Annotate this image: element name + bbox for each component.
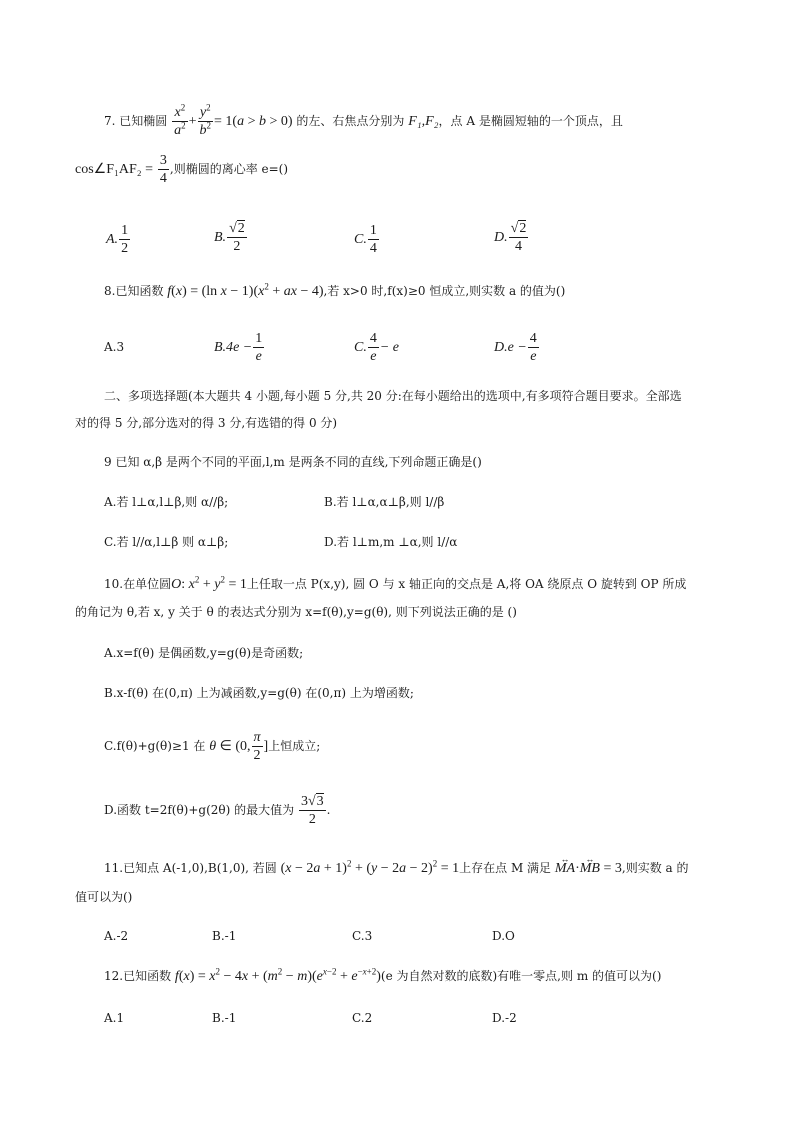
q8-stem (104, 283, 565, 300)
q9-option-d: D.若 l⊥m,m ⊥α,则 l//α (324, 535, 458, 549)
q10-tail: 上任取一点 P(x,y), 圆 O 与 x 轴正向的交点是 A,将 OA 绕原点 O 旋转到 OP 所成 (246, 577, 687, 591)
q10-c-post: 上恒成立; (268, 739, 321, 753)
q9-stem: 9 已知 α,β 是两个不同的平面,l,m 是两条不同的直线,下列命题正确是() (104, 455, 482, 469)
q10-option-c: C.f(θ)+g(θ)≥1 在 θ ∈ (0, $\frac{\pi}{2}$ ]上恒成立; (104, 730, 321, 763)
q10-line2: 的角记为 θ,若 x, y 关于 θ 的表达式分别为 x=f(θ),y=g(θ), 则下列说法正确的是 () (75, 605, 517, 619)
q7-line2 (75, 152, 288, 187)
q8-option-a: A.3 (104, 340, 125, 354)
q8-function: f(x) = (ln $x - 1)(x^2$ + ax − 4) (167, 281, 324, 299)
q12-function: $f(x) = x^2 - 4x + (m^2 - m)(e^{x-2} + e^{-x+2})$ (174, 966, 381, 984)
q7-line2-tail: ,则椭圆的离心率 e=() (169, 162, 289, 176)
q7-frac-x: $\frac{x^2}{a^2}$ (174, 102, 186, 138)
q11-stem: 11.已知点 A(-1,0),B(1,0), 若圆 $(x - 2a + 1)^2 + (y - 2a - 2)^2 = 1$上存在点 M 满足 ↔ MA·↔ MB = 3,则实数 a 的 (104, 860, 689, 877)
q12-option-c: C.2 (352, 1011, 373, 1025)
q7-option-b: B. $\frac{√2}{2}$ (214, 221, 245, 254)
q9-option-a: A.若 l⊥α,l⊥β,则 α//β; (104, 495, 229, 509)
q11-head: 11.已知点 A(-1,0),B(1,0), 若圆 (104, 861, 277, 875)
q12-stem (104, 968, 661, 985)
q10-c-pre: C.f(θ)+g(θ)≥1 在 (104, 739, 206, 753)
q7-cos-expr: cos∠F₁AF₂ = (75, 162, 154, 177)
q11-option-a: A.-2 (104, 929, 129, 943)
q7-foci: F₁,F₂ (408, 114, 439, 129)
q11-line2: 值可以为() (75, 890, 133, 904)
q10-circle: O: $x^2 + y^2 = 1$ (171, 574, 247, 592)
q10-option-d: D.函数 t=2f(θ)+g(2θ) 的最大值为 $\frac{3√3}{2}$ . (104, 794, 331, 827)
q7-mid: 的左、右焦点分别为 (296, 114, 405, 128)
q8-option-b: B.4e − $\frac{1}{e}$ (214, 331, 263, 364)
q8-tail: ,若 x>0 时,f(x)≥0 恒成立,则实数 a 的值为() (323, 284, 566, 298)
section2-line2: 对的得 5 分,部分选对的得 3 分,有选错的得 0 分) (75, 416, 338, 430)
q10-head: 10.在单位圆 (104, 577, 172, 591)
q7-stem: 7. 已知椭圆 $\frac{x^2}{a^2}$ + $\frac{y^2}{b^2}$ = 1(a > b > 0) 的左、右焦点分别为 F₁,F₂，点 A 是椭圆短轴的一个顶点，且 (104, 102, 623, 138)
q9-option-b: B.若 l⊥α,α⊥β,则 l//β (324, 495, 445, 509)
q9-option-c: C.若 l//α,l⊥β 则 α⊥β; (104, 535, 229, 549)
q11-mid: 上存在点 M 满足 (459, 861, 552, 875)
q7-option-d: D. $\frac{√2}{4}$ (494, 221, 527, 254)
q11-option-c: C.3 (352, 929, 373, 943)
q8-option-c: C. $\frac{4}{e}$ − e (354, 331, 400, 364)
q11-circle: $(x - 2a + 1)^2 + (y - 2a - 2)^2 = 1$ (280, 858, 460, 876)
q7-option-c: C. $\frac{1}{4}$ (354, 223, 377, 256)
q8-head: 8.已知函数 (104, 284, 164, 298)
q7-option-a: A. $\frac{1}{2}$ (106, 223, 129, 256)
q11-tail: ,则实数 a 的 (621, 861, 689, 875)
q10-option-a: A.x=f(θ) 是偶函数,y=g(θ)是奇函数; (104, 646, 304, 660)
q10-d-pre: D.函数 t=2f(θ)+g(2θ) 的最大值为 (104, 803, 295, 817)
q12-tail: (e 为自然对数的底数)有唯一零点,则 m 的值可以为() (380, 969, 662, 983)
q7-frac-3-4: $\frac{3}{4}$ (159, 153, 167, 186)
section2-line1: 二、多项选择题(本大题共 4 小题,每小题 5 分,共 20 分:在每小题给出的选项中,有多项符合题目要求。全部选 (104, 389, 682, 403)
q10-option-b: B.x-f(θ) 在(0,π) 上为减函数,y=g(θ) 在(0,π) 上为增函数; (104, 686, 414, 700)
q11-option-d: D.O (492, 929, 515, 943)
q12-option-b: B.-1 (212, 1011, 237, 1025)
q12-option-d: D.-2 (492, 1011, 517, 1025)
q7-tail: ，点 A 是椭圆短轴的一个顶点，且 (438, 114, 623, 128)
q8-option-d: D.e − $\frac{4}{e}$ (494, 331, 537, 364)
q7-number: 7. 已知椭圆 (104, 114, 168, 128)
q10-stem (104, 576, 686, 593)
q11-option-b: B.-1 (212, 929, 237, 943)
q12-option-a: A.1 (104, 1011, 125, 1025)
q12-head: 12.已知函数 (104, 969, 172, 983)
q7-frac-y: $\frac{y^2}{b^2}$ (199, 102, 211, 138)
